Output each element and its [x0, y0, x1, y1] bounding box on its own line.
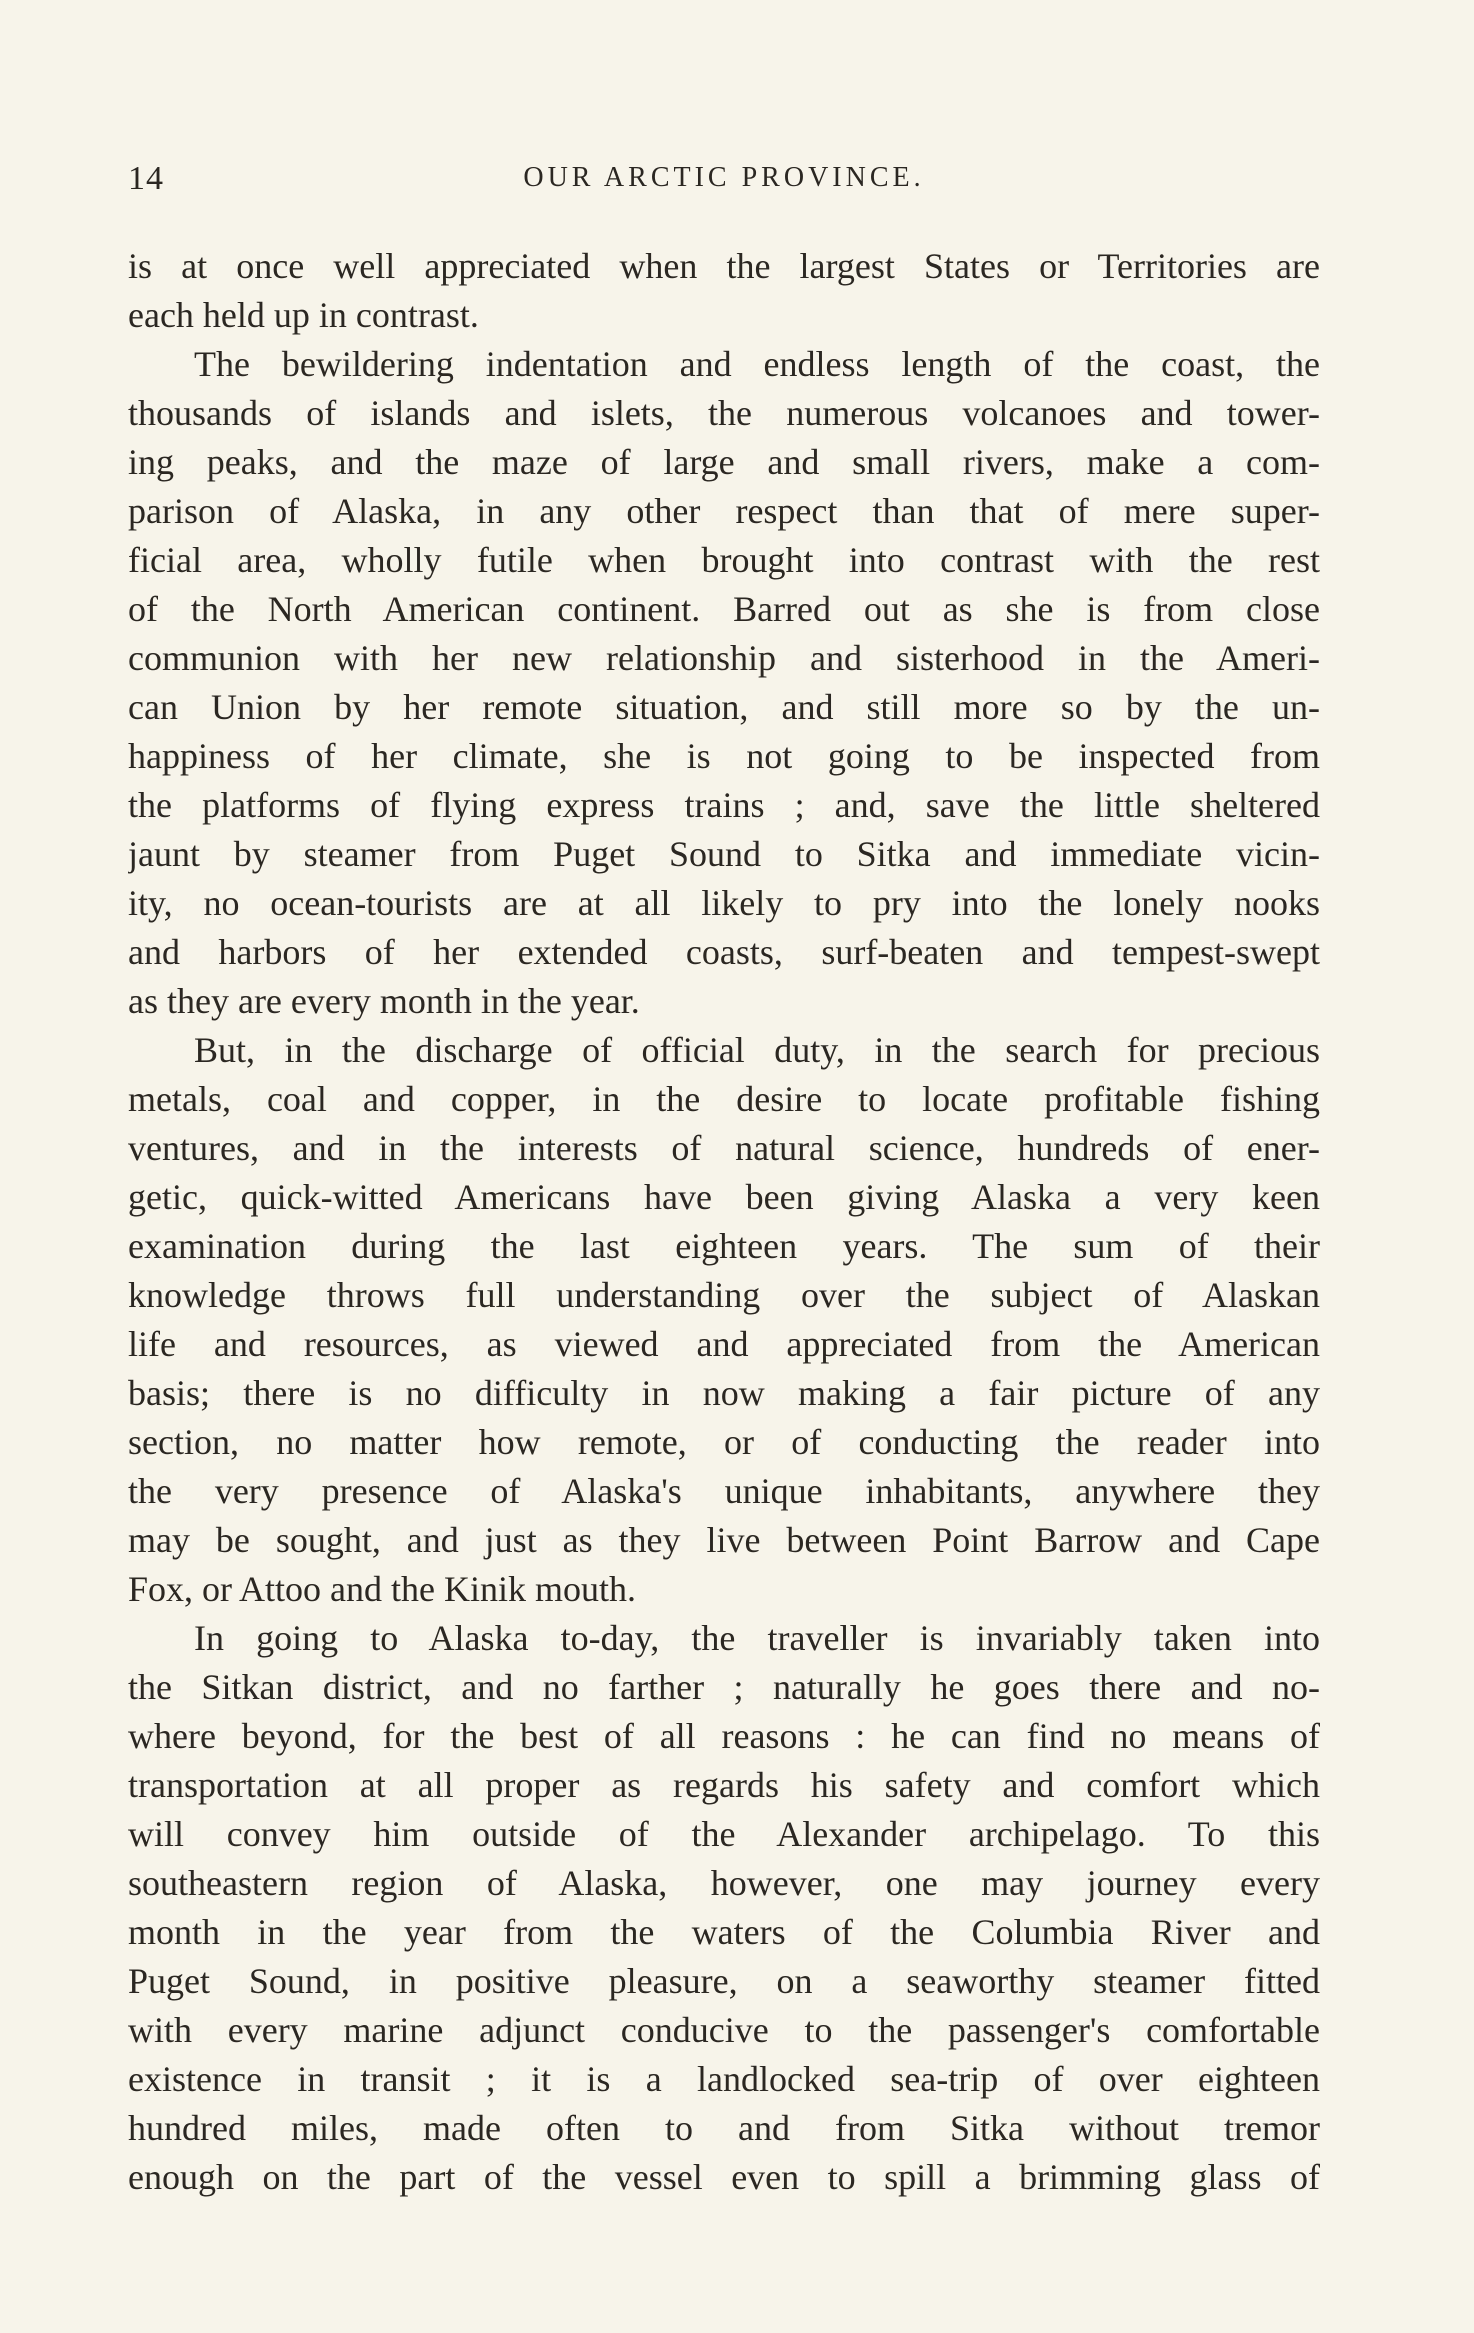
text-line: Fox, or Attoo and the Kinik mouth.: [128, 1569, 636, 1609]
text-line: knowledge throws full understanding over the subject of Alaskan: [128, 1275, 1320, 1315]
text-line: ing peaks, and the maze of large and small rivers, make a com-: [128, 442, 1320, 482]
text-line: may be sought, and just as they live between Point Barrow and Cape: [128, 1520, 1320, 1560]
text-line: with every marine adjunct conducive to the passenger's comfortable: [128, 2010, 1320, 2050]
text-line: happiness of her climate, she is not going to be inspected from: [128, 736, 1320, 776]
text-line: existence in transit ; it is a landlocked sea-trip of over eighteen: [128, 2059, 1320, 2099]
text-line: ventures, and in the interests of natural science, hundreds of ener-: [128, 1128, 1320, 1168]
text-line: each held up in contrast.: [128, 295, 479, 335]
text-line: the Sitkan district, and no farther ; naturally he goes there and no-: [128, 1667, 1320, 1707]
text-line: enough on the part of the vessel even to spill a brimming glass of: [128, 2157, 1320, 2197]
body-text: [128, 242, 1320, 2202]
text-line: jaunt by steamer from Puget Sound to Sitka and immediate vicin-: [128, 834, 1320, 874]
text-line: life and resources, as viewed and appreciated from the American: [128, 1324, 1320, 1364]
text-line: The bewildering indentation and endless length of the coast, the: [194, 344, 1320, 384]
text-line: is at once well appreciated when the largest States or Territories are: [128, 246, 1320, 286]
text-line: ity, no ocean-tourists are at all likely to pry into the lonely nooks: [128, 883, 1320, 923]
text-line: But, in the discharge of official duty, in the search for precious: [194, 1030, 1320, 1070]
text-line: month in the year from the waters of the Columbia River and: [128, 1912, 1320, 1952]
text-line: examination during the last eighteen years. The sum of their: [128, 1226, 1320, 1266]
text-line: metals, coal and copper, in the desire to locate profitable fishing: [128, 1079, 1320, 1119]
text-line: will convey him outside of the Alexander archipelago. To this: [128, 1814, 1320, 1854]
text-line: Puget Sound, in positive pleasure, on a seaworthy steamer fitted: [128, 1961, 1320, 2001]
text-line: ficial area, wholly futile when brought into contrast with the rest: [128, 540, 1320, 580]
text-line: can Union by her remote situation, and still more so by the un-: [128, 687, 1320, 727]
text-line: the very presence of Alaska's unique inhabitants, anywhere they: [128, 1471, 1320, 1511]
text-line: thousands of islands and islets, the numerous volcanoes and tower-: [128, 393, 1320, 433]
page-number: 14: [128, 160, 164, 197]
running-head: [128, 160, 1320, 204]
text-line: getic, quick-witted Americans have been giving Alaska a very keen: [128, 1177, 1320, 1217]
text-line: as they are every month in the year.: [128, 981, 640, 1021]
text-line: hundred miles, made often to and from Sitka without tremor: [128, 2108, 1320, 2148]
text-line: In going to Alaska to-day, the traveller is invariably taken into: [194, 1618, 1320, 1658]
text-line: communion with her new relationship and sisterhood in the Ameri-: [128, 638, 1320, 678]
text-line: basis; there is no difficulty in now making a fair picture of any: [128, 1373, 1320, 1413]
text-line: transportation at all proper as regards his safety and comfort which: [128, 1765, 1320, 1805]
text-line: parison of Alaska, in any other respect than that of mere super-: [128, 491, 1320, 531]
text-line: of the North American continent. Barred out as she is from close: [128, 589, 1320, 629]
text-line: the platforms of flying express trains ; and, save the little sheltered: [128, 785, 1320, 825]
running-title: OUR ARCTIC PROVINCE.: [523, 162, 925, 193]
text-line: southeastern region of Alaska, however, one may journey every: [128, 1863, 1320, 1903]
text-line: section, no matter how remote, or of conducting the reader into: [128, 1422, 1320, 1462]
text-line: and harbors of her extended coasts, surf-beaten and tempest-swept: [128, 932, 1320, 972]
text-line: where beyond, for the best of all reasons : he can find no means of: [128, 1716, 1320, 1756]
